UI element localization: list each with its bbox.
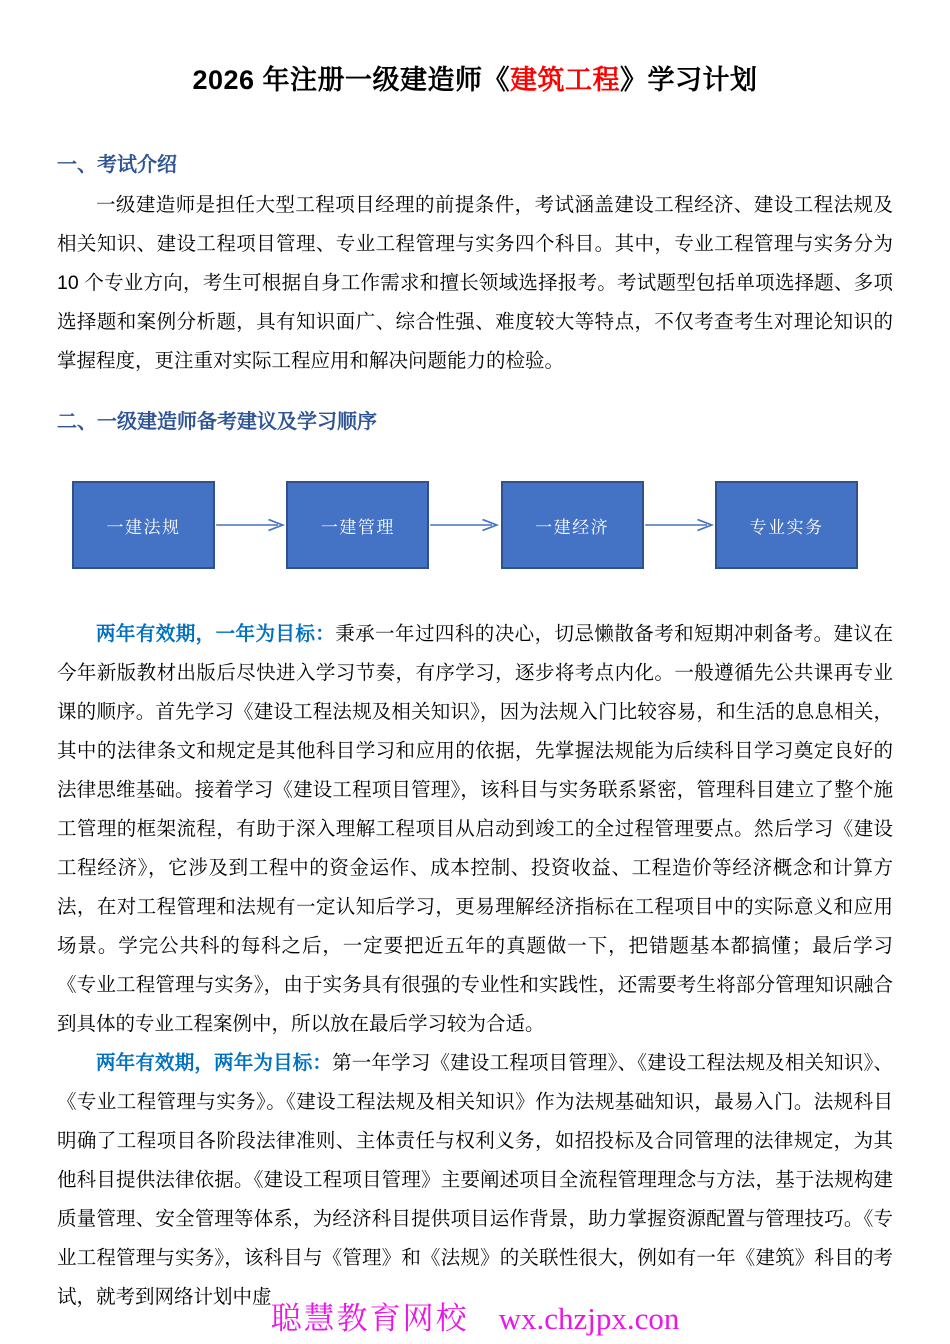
footer-brand: 聪慧教育网校: [270, 1301, 469, 1336]
page-footer-watermark: [0, 1293, 950, 1338]
one-year-goal-lead: 两年有效期，一年为目标：: [96, 623, 336, 645]
flow-step-label: 一建管理: [320, 517, 395, 537]
page-title: [57, 60, 893, 100]
two-year-goal-text: 第一年学习《建设工程项目管理》、《建设工程法规及相关知识》、《专业工程管理与实务》。《建设工程法规及相关知识》作为法规基础知识，最易入门。法规科目明确了工程项目各阶段法律准则、主体责任与权利义务，如招投标及合同管理的法律规定，为其他科目提供法律依据。《建设工程项目管理》主要阐述项目全流程管理理念与方法，基于法规构建质量管理、安全管理等体系，为经济科目提供项目运作背景，助力掌握资源配置与管理技巧。《专业工程管理与实务》，该科目与《管理》和《法规》的关联性很大，例如有一年《建筑》科目的考试，就考到网络计划中虚: [57, 1052, 893, 1308]
title-suffix: 》学习计划: [620, 65, 758, 95]
title-prefix: 2026 年注册一级建造师《: [192, 65, 511, 95]
flow-arrow-icon: [215, 517, 286, 533]
flow-step-jingji: [501, 481, 644, 569]
one-year-goal-text: 秉承一年过四科的决心，切忌懒散备考和短期冲刺备考。建议在今年新版教材出版后尽快进入学习节奏，有序学习，逐步将考点内化。一般遵循先公共课再专业课的顺序。首先学习《建设工程法规及相关知识》，因为法规入门比较容易，和生活的息息相关，其中的法律条文和规定是其他科目学习和应用的依据，先掌握法规能为后续科目学习奠定良好的法律思维基础。接着学习《建设工程项目管理》，该科目与实务联系紧密，管理科目建立了整个施工管理的框架流程，有助于深入理解工程项目从启动到竣工的全过程管理要点。然后学习《建设工程经济》，它涉及到工程中的资金运作、成本控制、投资收益、工程造价等经济概念和计算方法，在对工程管理和法规有一定认知后学习，更易理解经济指标在工程项目中的实际意义和应用场景。学完公共科的每科之后，一定要把近五年的真题做一下，把错题基本都搞懂；最后学习《专业工程管理与实务》，由于实务具有很强的专业性和实践性，还需要考生将部分管理知识融合到具体的专业工程案例中，所以放在最后学习较为合适。: [57, 623, 893, 1035]
flow-arrow-icon: [644, 517, 715, 533]
exam-intro-paragraph: 一级建造师是担任大型工程项目经理的前提条件，考试涵盖建设工程经济、建设工程法规及相关知识、建设工程项目管理、专业工程管理与实务四个科目。其中，专业工程管理与实务分为 10 个专业方向，考生可根据自身工作需求和擅长领域选择报考。考试题型包括单项选择题、多项选择题和案例分析题，具有知识面广、综合性强、难度较大等特点，不仅考查考生对理论知识的掌握程度，更注重对实际工程应用和解决问题能力的检验。: [57, 194, 893, 372]
flow-arrow-icon: [429, 517, 500, 533]
footer-contact: wx.chzjpx.con: [498, 1301, 680, 1336]
two-year-goal-lead: 两年有效期，两年为目标：: [96, 1052, 333, 1074]
flow-step-shiwu: [715, 481, 858, 569]
study-order-flowchart: [72, 481, 858, 569]
flow-step-label: 一建法规: [106, 517, 181, 537]
two-year-goal-paragraph: [57, 1044, 893, 1317]
flow-step-fagui: [72, 481, 215, 569]
flow-step-guanli: [286, 481, 429, 569]
title-highlight: 建筑工程: [510, 65, 621, 95]
flow-step-label: 一建经济: [535, 517, 610, 537]
flow-step-label: 专业实务: [749, 517, 824, 537]
section-heading-study-order: 二、一级建造师备考建议及学习顺序: [57, 411, 377, 433]
section-heading-exam-intro: 一、考试介绍: [57, 154, 177, 176]
one-year-goal-paragraph: [57, 615, 893, 1044]
